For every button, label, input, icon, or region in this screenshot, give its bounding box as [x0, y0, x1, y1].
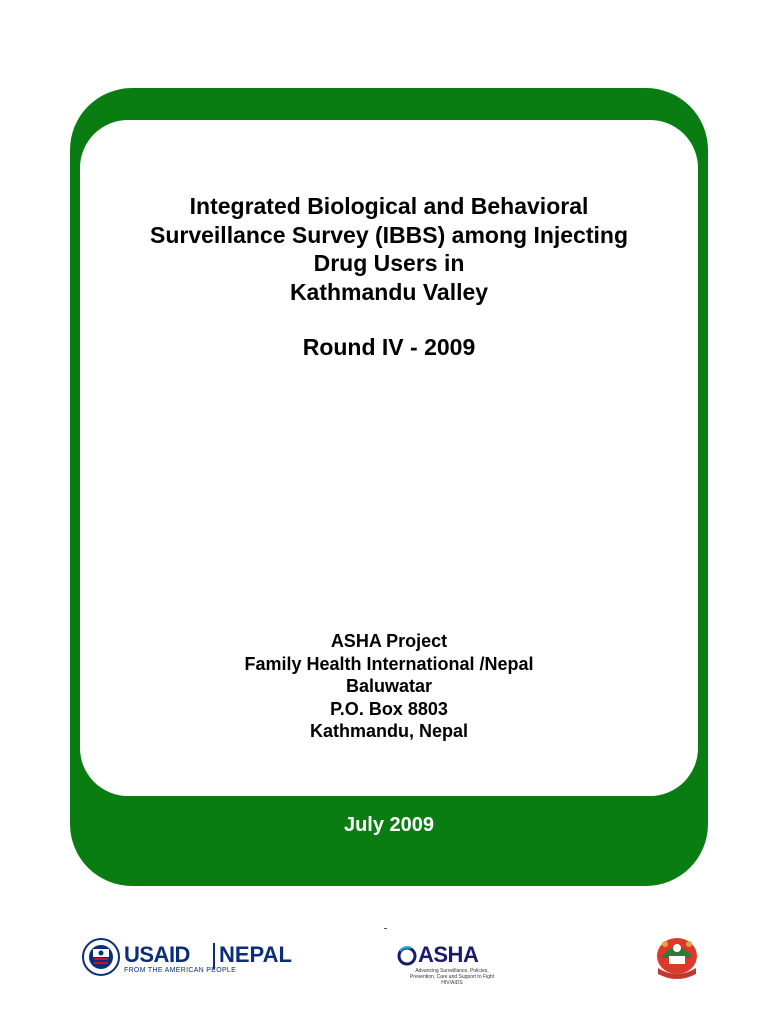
address-line: P.O. Box 8803 [330, 698, 448, 719]
round-label: Round IV - 2009 [302, 334, 476, 360]
title-line: Drug Users in [313, 250, 465, 276]
usaid-divider [213, 943, 215, 969]
address-line: Baluwatar [345, 676, 433, 696]
address-line: Family Health International /Nepal [244, 653, 534, 674]
asha-mark-icon [396, 945, 418, 967]
address-line: ASHA Project [330, 631, 448, 651]
nepal-emblem-icon [652, 934, 702, 980]
usaid-wordmark: USAID [124, 942, 190, 967]
stray-mark [384, 928, 387, 929]
publication-date: July 2009 [343, 814, 435, 836]
usaid-country: NEPAL [219, 942, 292, 967]
publisher-address [80, 630, 698, 743]
usaid-seal-icon [82, 938, 120, 976]
asha-wordmark: ASHA [418, 942, 479, 967]
report-title [80, 192, 698, 306]
title-line: Kathmandu Valley [289, 278, 489, 305]
title-line: Integrated Biological and Behavioral [189, 193, 589, 219]
title-line: Surveillance Survey (IBBS) among Injecting [149, 221, 628, 248]
usaid-logo [82, 938, 312, 980]
asha-logo [396, 942, 506, 986]
asha-tagline: Advancing Surveillance, Policies, Prevention, Care and Support to Fight HIV/AIDS [409, 968, 495, 986]
address-line: Kathmandu, Nepal [309, 721, 469, 741]
usaid-tagline: FROM THE AMERICAN PEOPLE [124, 967, 237, 974]
